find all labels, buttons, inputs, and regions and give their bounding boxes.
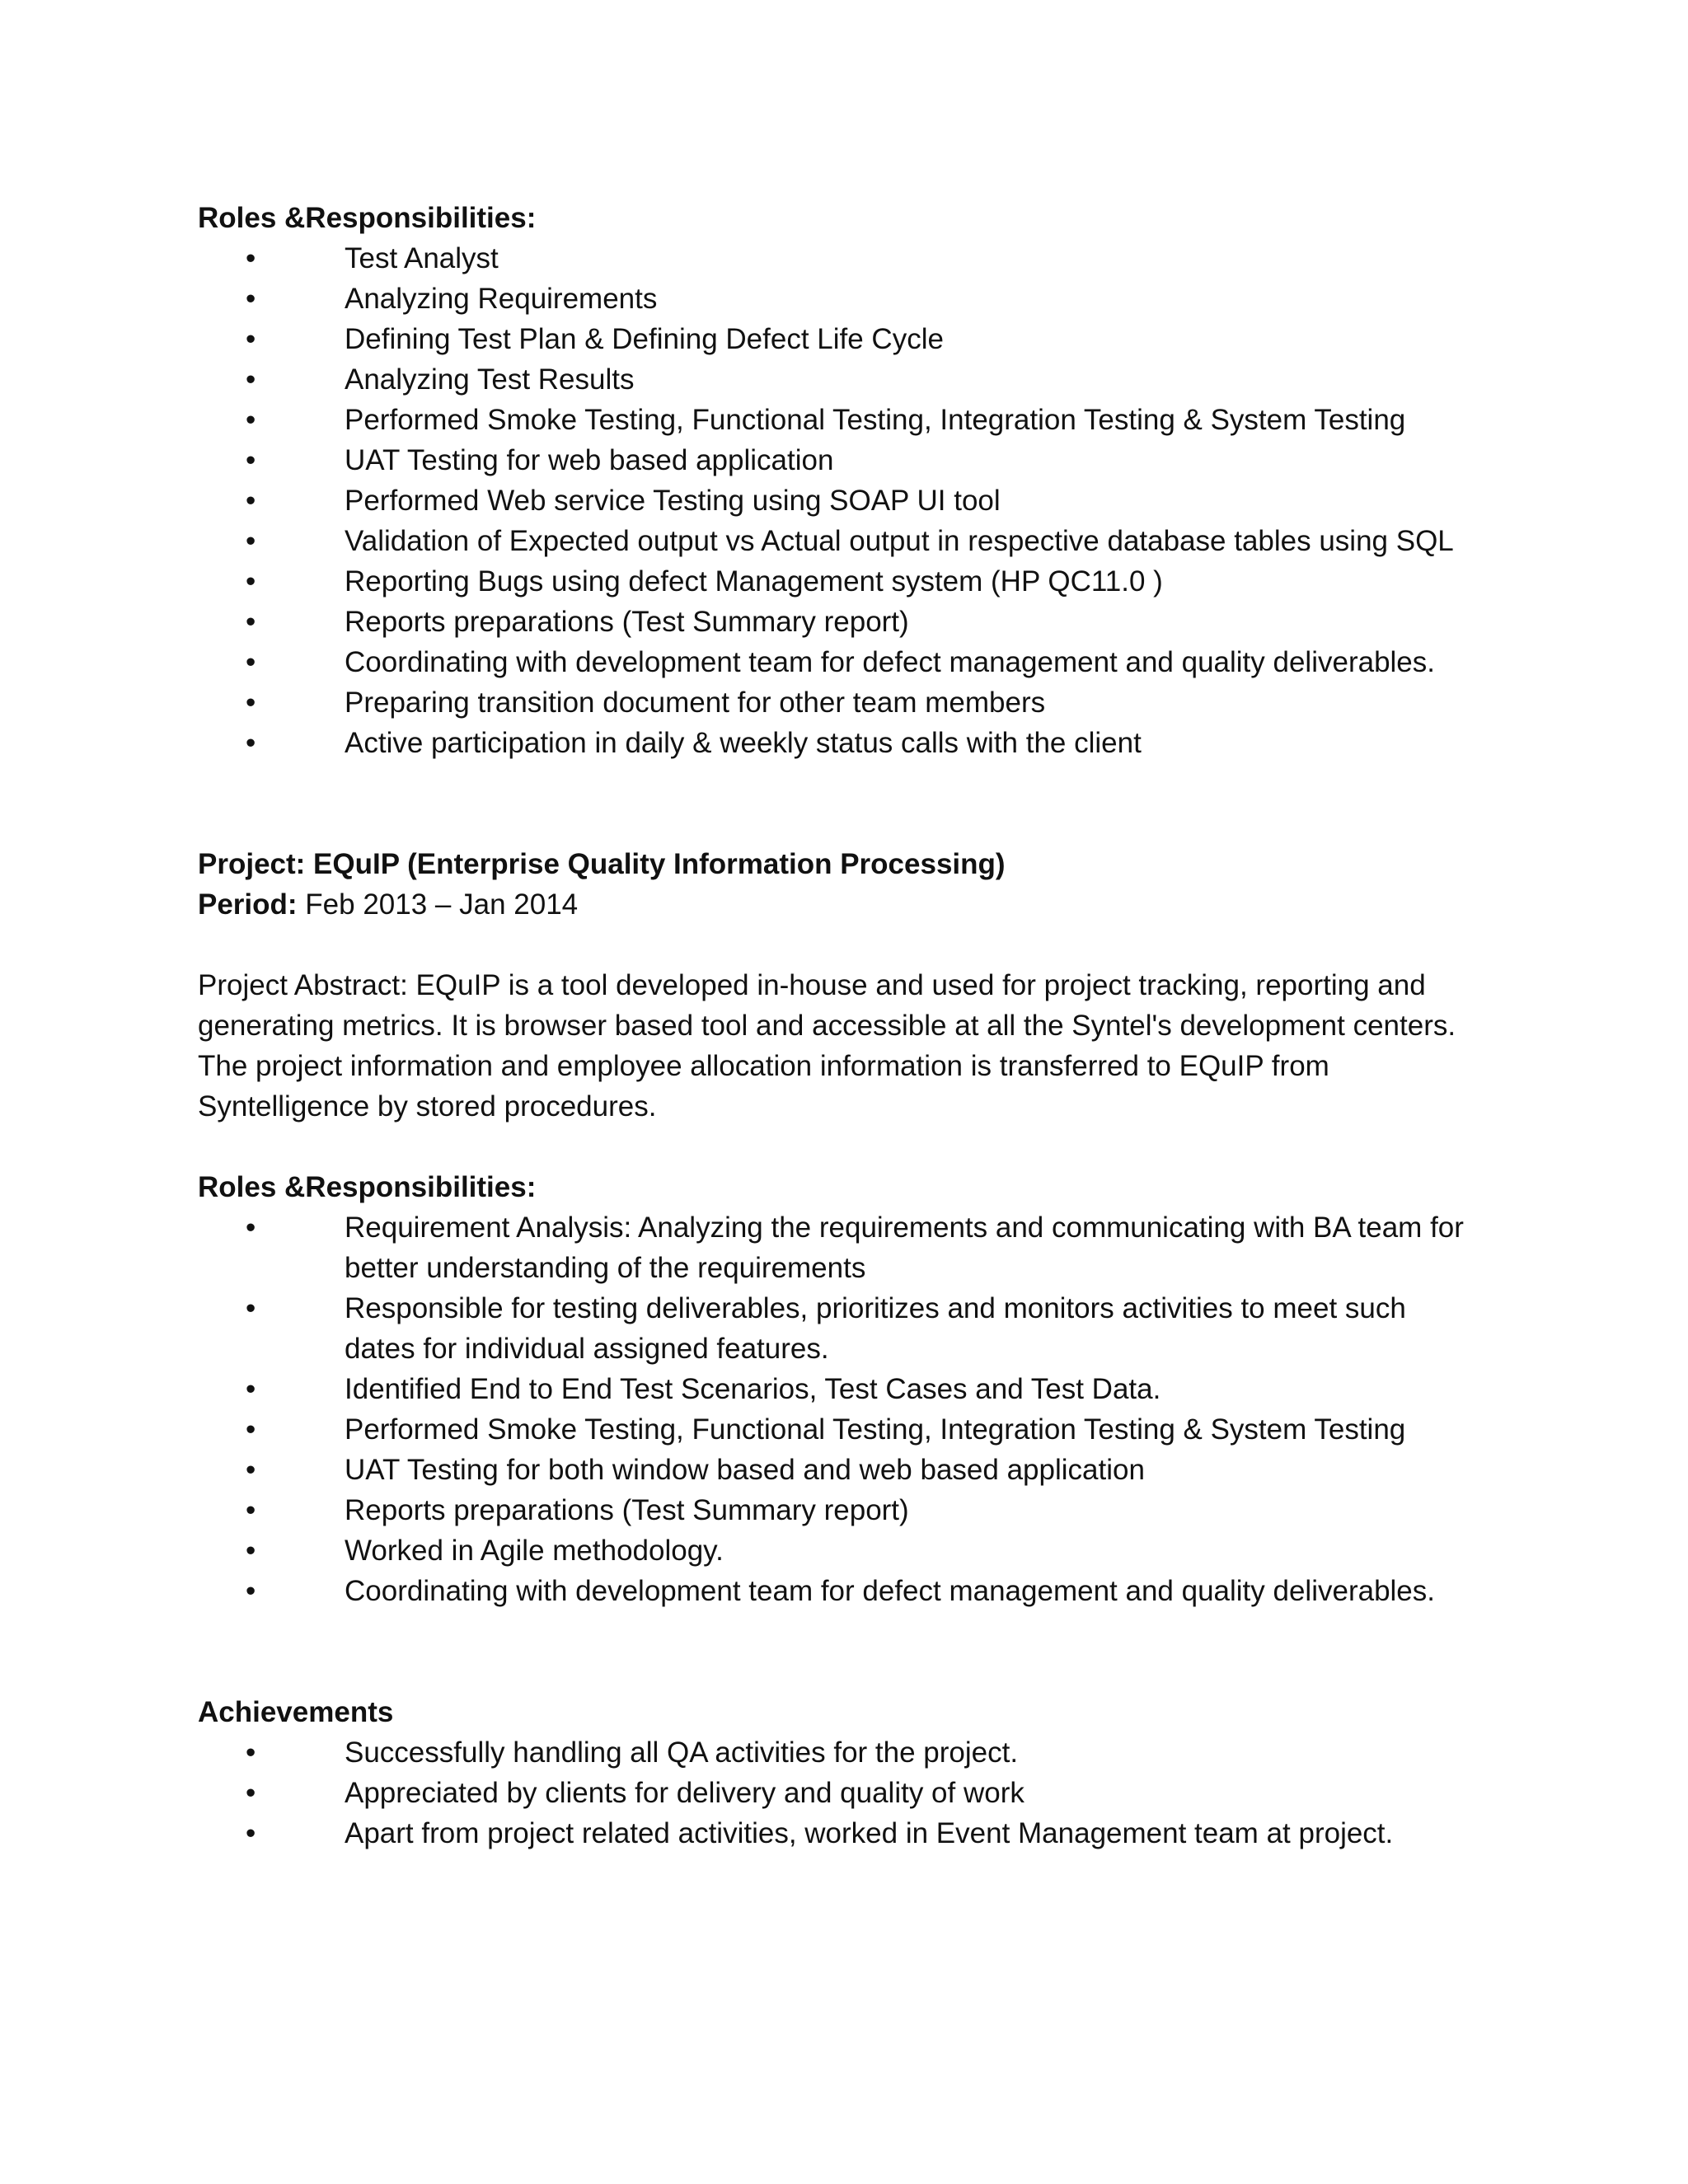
list-item: • Reports preparations (Test Summary report) (198, 1490, 1484, 1530)
project-abstract: Project Abstract: EQuIP is a tool developed in-house and used for project tracking, reporting and generating metrics. It is browser based tool and accessible at all the Syntel's development centers. The project information and employee allocation information is transferred to EQuIP from Syntelligence by stored procedures. (198, 969, 1456, 1122)
list-item: • Performed Smoke Testing, Functional Testing, Integration Testing & System Testing (198, 1409, 1484, 1450)
bullet-icon: • (246, 606, 256, 638)
bullet-icon: • (246, 242, 256, 274)
spacer (198, 1127, 1484, 1167)
list-item: • UAT Testing for web based application (198, 440, 1484, 480)
list-item: • Coordinating with development team for defect management and quality deliverables. (198, 1571, 1484, 1611)
bullet-icon: • (246, 525, 256, 557)
list-item: • Reports preparations (Test Summary report) (198, 602, 1484, 642)
list-item: • Defining Test Plan & Defining Defect Life Cycle (198, 319, 1484, 359)
list-item: • Responsible for testing deliverables, prioritizes and monitors activities to meet such dates for individual assigned features. (198, 1288, 1484, 1369)
list-item: • Test Analyst (198, 238, 1484, 279)
bullet-icon: • (246, 444, 256, 476)
bullet-icon: • (246, 283, 256, 315)
bullet-icon: • (246, 1212, 256, 1244)
list-item: • Validation of Expected output vs Actual output in respective database tables using SQL (198, 521, 1484, 561)
list-item: • Active participation in daily & weekly status calls with the client (198, 723, 1484, 763)
list-item: • Worked in Agile methodology. (198, 1530, 1484, 1571)
list-item: • Requirement Analysis: Analyzing the requirements and communicating with BA team for better understanding of the requirements (198, 1207, 1484, 1288)
list-item: • Analyzing Requirements (198, 279, 1484, 319)
list-item: • Apart from project related activities, worked in Event Management team at project. (198, 1813, 1484, 1854)
spacer (198, 763, 1484, 844)
bullet-icon: • (246, 646, 256, 678)
period-value: Feb 2013 – Jan 2014 (297, 888, 579, 921)
bullet-icon: • (246, 1535, 256, 1567)
bullet-icon: • (246, 1817, 256, 1849)
achievements-list (198, 1732, 1484, 1854)
project-title: Project: EQuIP (Enterprise Quality Information Processing) (198, 848, 1006, 880)
bullet-icon: • (246, 565, 256, 598)
period-label: Period: (198, 888, 298, 921)
bullet-icon: • (246, 1494, 256, 1526)
list-item: • Successfully handling all QA activities for the project. (198, 1732, 1484, 1773)
bullet-icon: • (246, 1373, 256, 1405)
list-item: • UAT Testing for both window based and web based application (198, 1450, 1484, 1490)
bullet-icon: • (246, 363, 256, 396)
bullet-icon: • (246, 687, 256, 719)
list-item: • Reporting Bugs using defect Management system (HP QC11.0 ) (198, 561, 1484, 602)
project-period (198, 884, 1484, 925)
list-item: • Performed Web service Testing using SOAP UI tool (198, 480, 1484, 521)
spacer (198, 925, 1484, 965)
bullet-icon: • (246, 485, 256, 517)
bullet-icon: • (246, 323, 256, 355)
document-body (198, 198, 1484, 1854)
list-item: • Coordinating with development team for defect management and quality deliverables. (198, 642, 1484, 682)
bullet-icon: • (246, 727, 256, 759)
list-item: • Preparing transition document for other team members (198, 682, 1484, 723)
roles-heading-1: Roles &Responsibilities: (198, 202, 537, 234)
list-item: • Analyzing Test Results (198, 359, 1484, 400)
bullet-icon: • (246, 1736, 256, 1769)
bullet-icon: • (246, 1575, 256, 1607)
roles-list-1 (198, 238, 1484, 763)
bullet-icon: • (246, 1454, 256, 1486)
bullet-icon: • (246, 1413, 256, 1446)
list-item: • Identified End to End Test Scenarios, Test Cases and Test Data. (198, 1369, 1484, 1409)
spacer (198, 1611, 1484, 1692)
bullet-icon: • (246, 1777, 256, 1809)
achievements-heading: Achievements (198, 1696, 394, 1728)
bullet-icon: • (246, 1292, 256, 1324)
roles-heading-2: Roles &Responsibilities: (198, 1171, 537, 1203)
list-item: • Appreciated by clients for delivery and quality of work (198, 1773, 1484, 1813)
roles-list-2 (198, 1207, 1484, 1611)
list-item: • Performed Smoke Testing, Functional Testing, Integration Testing & System Testing (198, 400, 1484, 440)
bullet-icon: • (246, 404, 256, 436)
